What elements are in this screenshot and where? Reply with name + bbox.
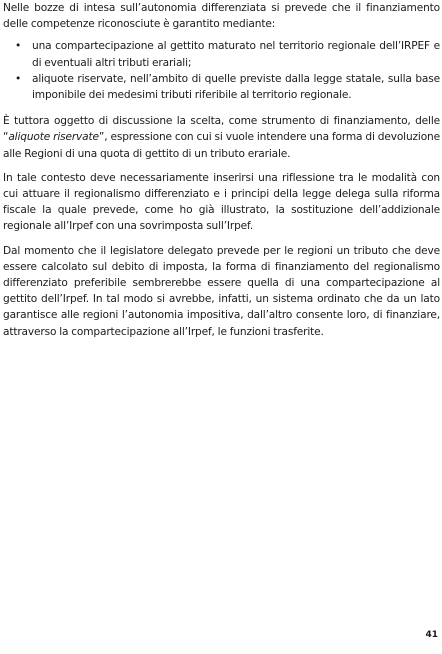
paragraph-aliquote-end: ”, espressione con cui si vuole intendere una forma di devoluzione alle Regioni di una quota di gettito di un tributo erariale. (3, 131, 440, 160)
paragraph-aliquote-italic: aliquote riservate (8, 131, 99, 144)
intro-paragraph: Nelle bozze di intesa sull’autonomia differenziata si prevede che il finanziamento delle competenze riconosciute è garantito mediante: (3, 2, 440, 31)
bullet-text: aliquote riservate, nell’ambito di quelle previste dalla legge statale, sulla base imponibile dei medesimi tributi riferibile al territorio regionale. (32, 72, 440, 102)
bullet-text: una compartecipazione al gettito maturato nel territorio regionale dell’IRPEF e di eventuali altri tributi erariali; (32, 40, 440, 69)
paragraph-aliquote-start: È tuttora oggetto di discussione la scelta, come strumento di finanziamento, delle “ (3, 115, 440, 144)
paragraph-contesto: In tale contesto deve necessariamente inserirsi una riflessione tra le modalità con cui attuare il regionalismo differenziato e i principi della legge delega sulla riforma fiscale la quale prevede, come ho già illustrato, la sostituzione dell’addizionale regionale all’Irpef con una sovrimposta sull’Irpef. (3, 171, 440, 233)
bullet-item (3, 71, 440, 103)
paragraph-aliquote (3, 113, 440, 162)
bullet-dot-icon: • (15, 40, 22, 53)
bullet-dot-icon: • (15, 72, 22, 85)
paragraph-legislatore: Dal momento che il legislatore delegato prevede per le regioni un tributo che deve essere calcolato sul debito di imposta, la forma di finanziamento del regionalismo differenziato preferibile sembrerebbe essere quella di una compartecipazione al gettito dell’Irpef. In tal modo si avrebbe, infatti, un sistema ordinato che da un lato garantisce alle regioni l’autonomia impositiva, dall’altro consente loro, di finanziare, attraverso la compartecipazione all’Irpef, le funzioni trasferite. (3, 244, 440, 338)
page-number: 41 (425, 630, 438, 640)
bullet-item (3, 38, 440, 70)
bullet-list (3, 38, 440, 103)
document-page (3, 0, 440, 340)
